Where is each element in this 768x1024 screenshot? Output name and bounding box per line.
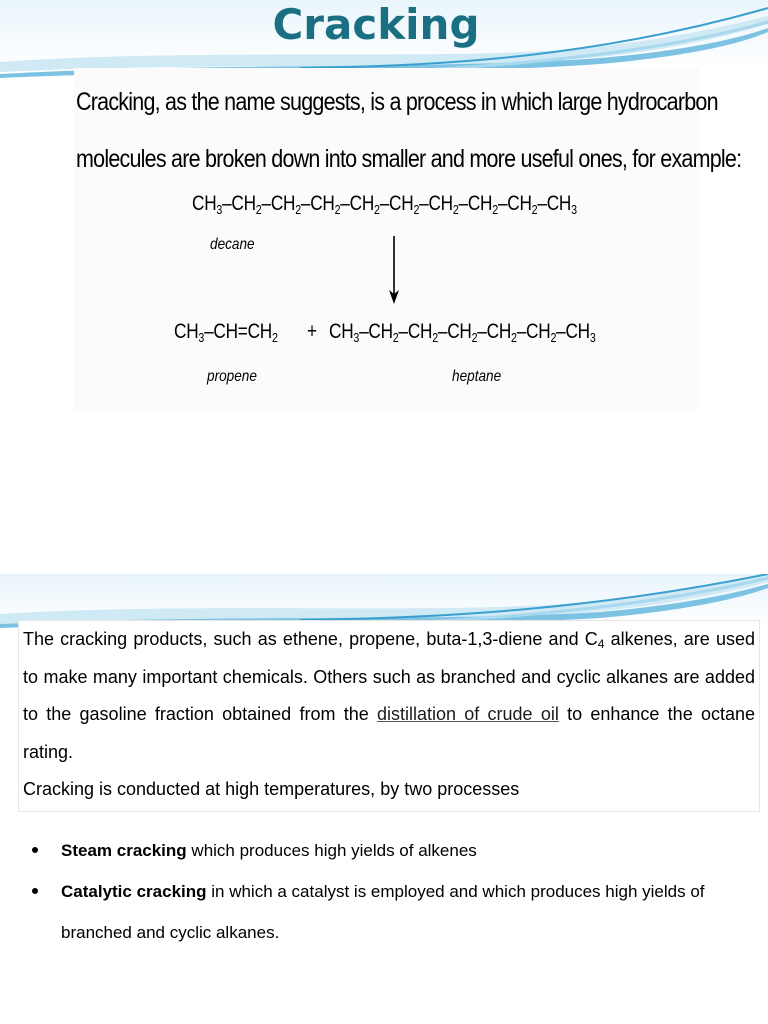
processes-intro: Cracking is conducted at high temperatures, by two processes: [23, 779, 520, 799]
product1-name: propene: [207, 368, 257, 385]
list-item: [28, 871, 758, 953]
para-subscript: 4: [597, 637, 605, 651]
bullet-icon: [32, 847, 38, 853]
process-list: [28, 830, 758, 953]
cracking-explanation-image: [74, 68, 742, 410]
intro-text: [76, 74, 742, 188]
product1-formula: $CH_3-CH=CH_2$: [174, 320, 278, 345]
para-text-2: alkenes, are used to make many important chemicals. Others such as branched and cyclic alkanes are added to the gasoline fraction obtained from the: [23, 629, 755, 724]
slide-separator: [0, 560, 768, 574]
plus-sign: +: [307, 320, 317, 343]
list-item-term: Steam cracking: [61, 841, 187, 860]
slide-2: [0, 574, 768, 1024]
text-box: [18, 620, 760, 812]
slide-title: Cracking: [272, 0, 480, 49]
list-item: [28, 830, 758, 871]
bullet-icon: [32, 888, 38, 894]
intro-line-1: Cracking, as the name suggests, is a process in which large hydrocarbon: [76, 88, 718, 116]
list-item-text: which produces high yields of alkenes: [186, 841, 477, 860]
list-item-text: in which a catalyst is employed and which produces high yields of branched and cyclic alkanes.: [61, 882, 705, 942]
product2-formula: $CH_3-CH_2-CH_2-CH_2-CH_2-CH_2-CH_3$: [329, 320, 596, 345]
list-item-term: Catalytic cracking: [61, 882, 207, 901]
para-text-1: The cracking products, such as ethene, propene, buta-1,3-diene and C: [23, 629, 598, 649]
reaction-arrow-icon: [388, 236, 400, 304]
product2-name: heptane: [452, 368, 502, 385]
cracking-products-paragraph: [23, 621, 755, 771]
reactant-formula: $CH_3-CH_2-CH_2-CH_2-CH_2-CH_2-CH_2-CH_2-CH_2-CH_3$: [192, 192, 577, 217]
para-text-3: to enhance the octane rating.: [23, 704, 755, 762]
distillation-link[interactable]: distillation of crude oil: [376, 704, 559, 724]
reactant-name: decane: [210, 236, 255, 253]
intro-line-2: molecules are broken down into smaller and more useful ones, for example:: [76, 145, 742, 173]
